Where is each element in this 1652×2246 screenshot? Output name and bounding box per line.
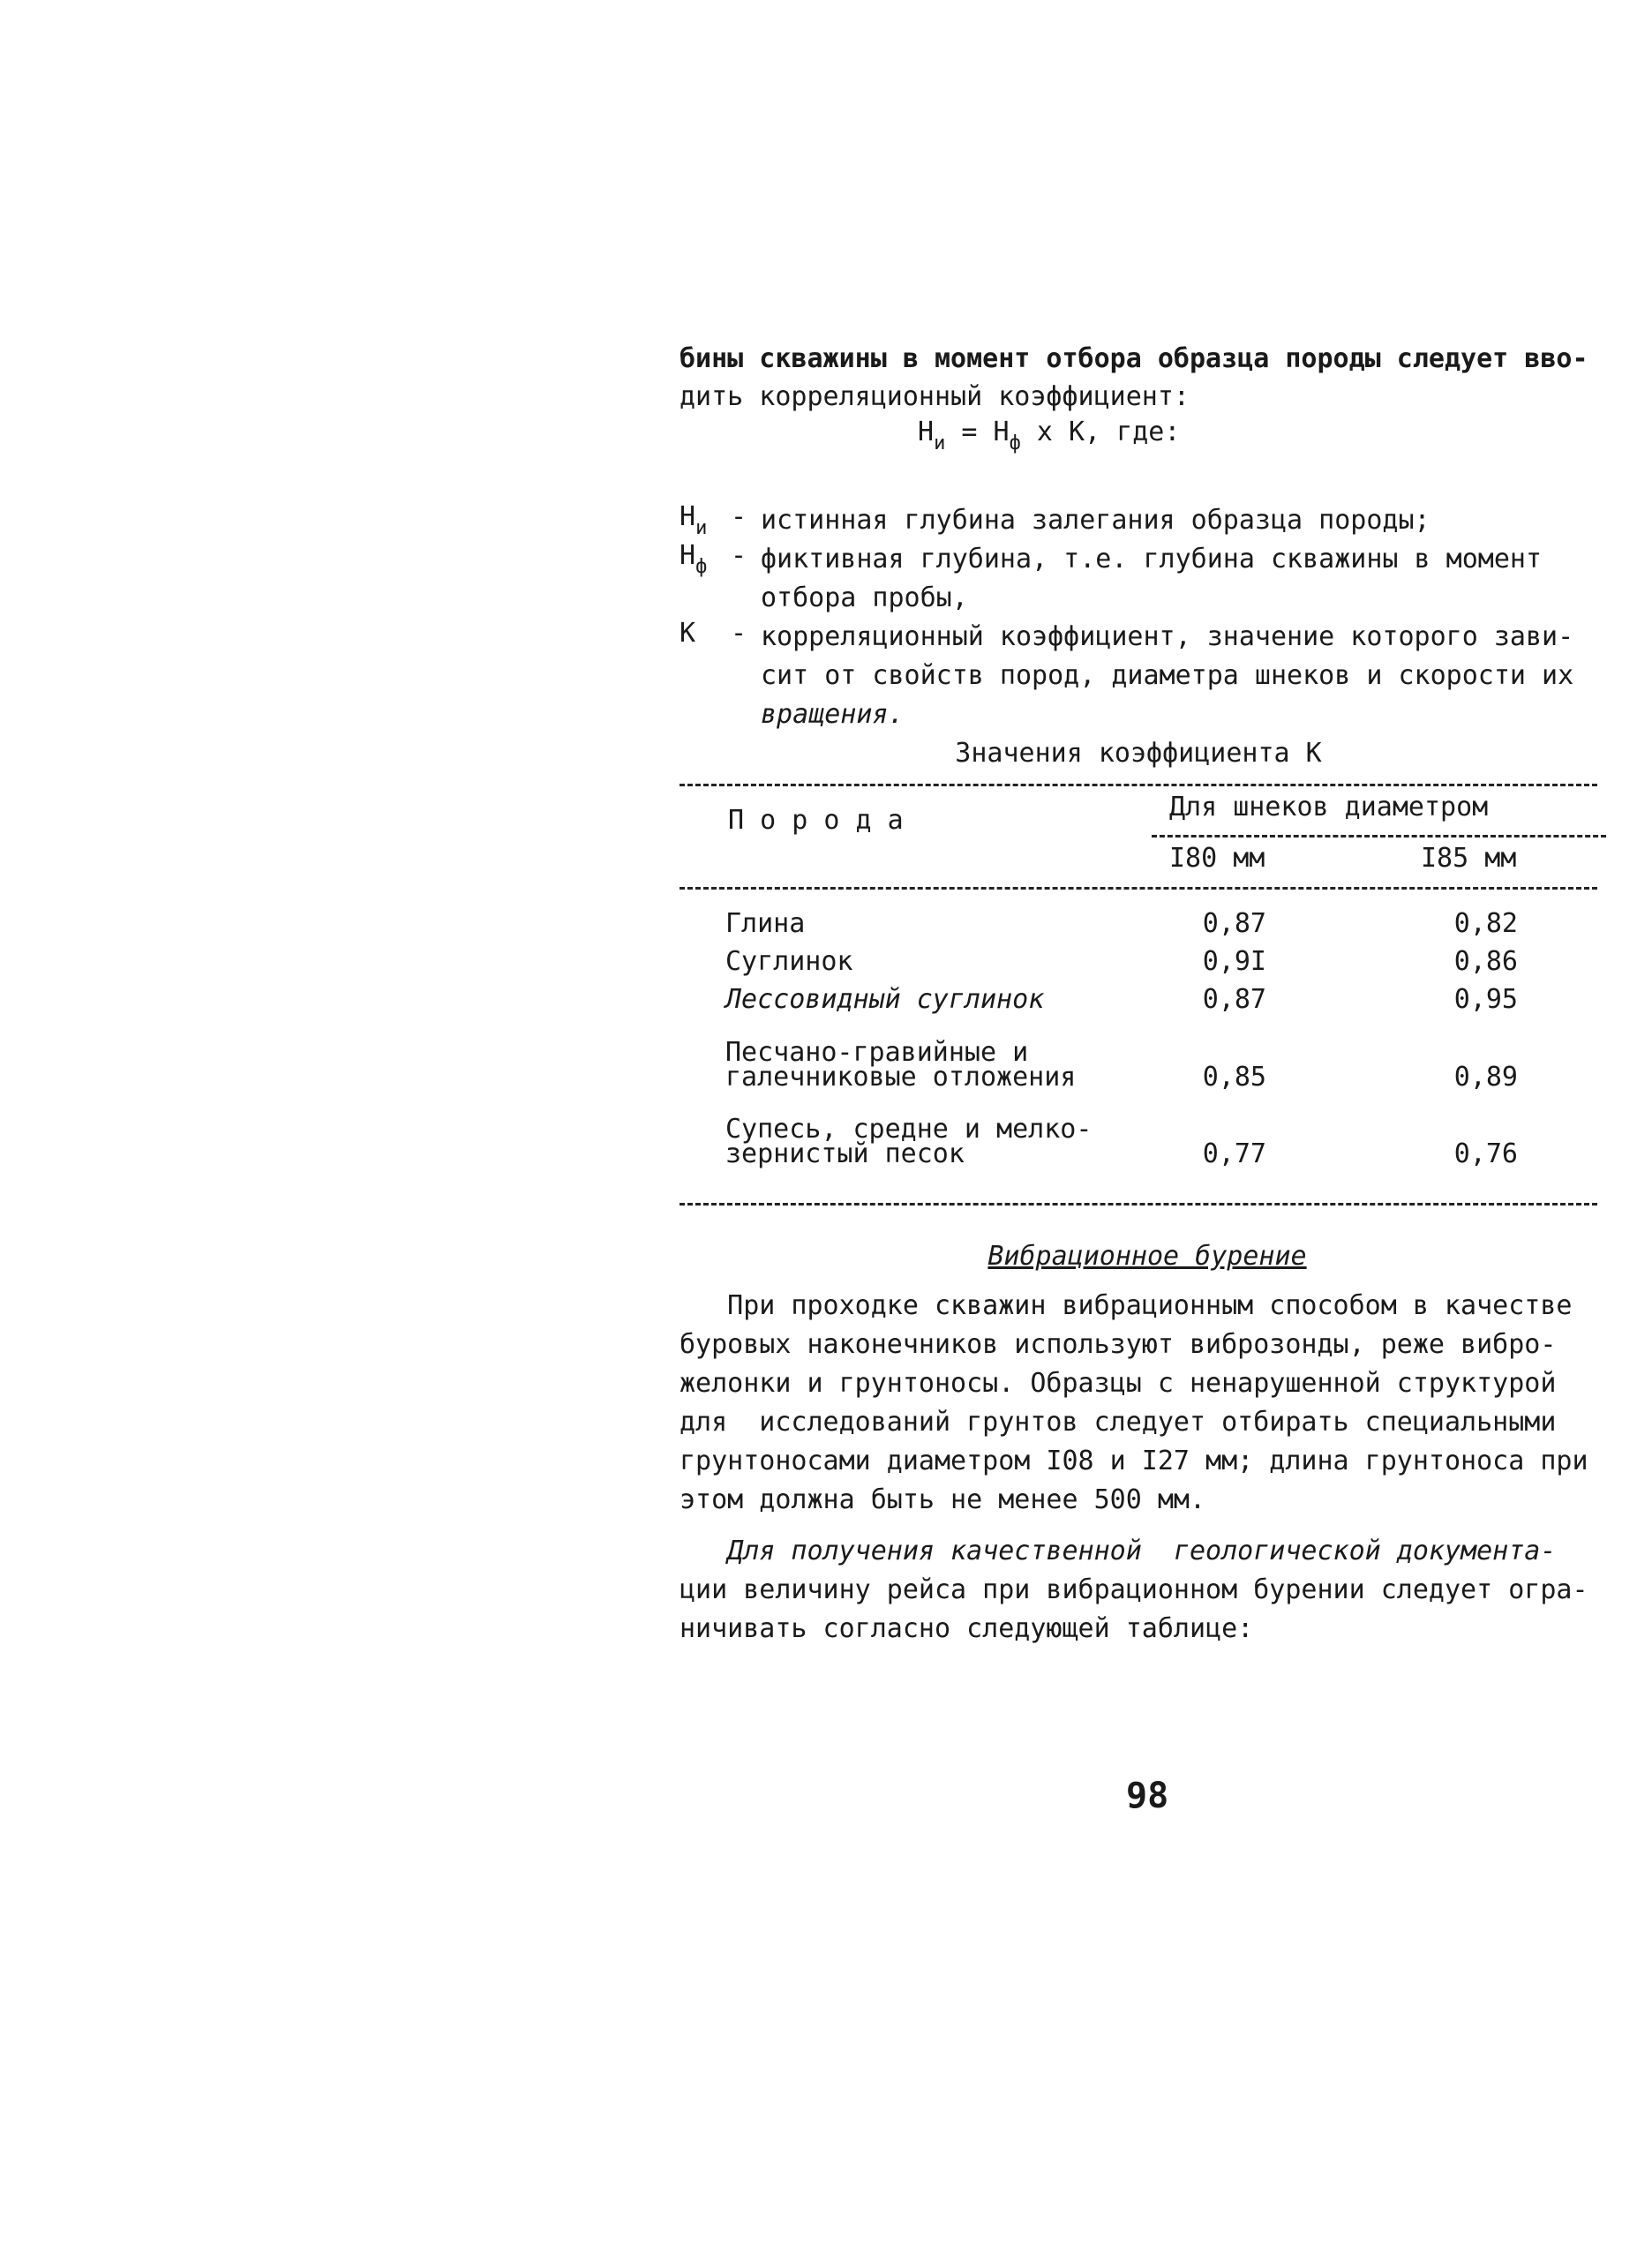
formula-sub-true: и bbox=[934, 432, 946, 454]
row-v185: 0,76 bbox=[1453, 1138, 1518, 1169]
table-rule-bottom bbox=[680, 1203, 1597, 1206]
table-rule-header bbox=[680, 887, 1597, 890]
intro-line-1: бины скважины в момент отбора образца породы следует вво- bbox=[680, 343, 1588, 374]
header-rock: П о р о д а bbox=[728, 805, 904, 836]
para1-line: желонки и грунтоносы. Образцы с ненарушенной структурой bbox=[680, 1368, 1557, 1399]
row-name-cont: галечниковые отложения bbox=[725, 1062, 1077, 1093]
para1-line: При проходке скважин вибрационным способом в качестве bbox=[680, 1290, 1573, 1321]
table-rule-top bbox=[680, 784, 1597, 786]
def-dash: - bbox=[731, 540, 747, 571]
header-col-185: I85 мм bbox=[1421, 843, 1517, 874]
row-v180: 0,87 bbox=[1202, 984, 1266, 1015]
para1-line: буровых наконечников используют виброзонды, реже вибро- bbox=[680, 1329, 1557, 1360]
page-number: 98 bbox=[1126, 1776, 1169, 1816]
para2-line: Для получения качественной геологической документа- bbox=[680, 1536, 1557, 1566]
row-name: Глина bbox=[725, 908, 806, 939]
row-v180: 0,87 bbox=[1202, 908, 1266, 939]
row-name: Супесь, средне и мелко- bbox=[725, 1114, 1093, 1145]
row-v180: 0,77 bbox=[1202, 1138, 1266, 1169]
header-col-180: I80 мм bbox=[1169, 843, 1265, 874]
formula-h-true: Н bbox=[918, 417, 935, 447]
row-name: Суглинок bbox=[725, 946, 853, 977]
formula-sub-fict: ф bbox=[1009, 432, 1021, 454]
def-term-fict-depth: $Н_ф$ bbox=[680, 540, 708, 578]
formula-equals: = bbox=[945, 417, 994, 447]
row-v185: 0,86 bbox=[1453, 946, 1518, 977]
table-caption: Значения коэффициента К bbox=[955, 738, 1322, 769]
row-name: Лессовидный суглинок bbox=[725, 984, 1045, 1015]
row-v185: 0,82 bbox=[1453, 908, 1518, 939]
para1-line: грунтоносами диаметром I08 и I27 мм; длина грунтоноса при bbox=[680, 1446, 1588, 1476]
formula bbox=[918, 417, 1180, 454]
formula-rest: х К, где: bbox=[1020, 417, 1181, 447]
section-heading: Вибрационное бурение bbox=[987, 1241, 1307, 1272]
para1-line: этом должна быть не менее 500 мм. bbox=[680, 1484, 1206, 1515]
def-dash: - bbox=[731, 618, 747, 649]
def-text-coef-2: сит от свойств пород, диаметра шнеков и скорости их bbox=[761, 660, 1574, 691]
def-term-true-depth: $Н_и$ bbox=[680, 501, 708, 539]
def-text-coef-3: вращения. bbox=[761, 699, 905, 730]
row-v180: 0,85 bbox=[1202, 1062, 1266, 1093]
def-text-true-depth: истинная глубина залегания образца породы; bbox=[761, 505, 1430, 536]
def-text-fict-depth-2: отбора пробы, bbox=[761, 582, 968, 613]
def-dash: - bbox=[731, 501, 747, 532]
formula-h-fict: Н bbox=[993, 417, 1010, 447]
para2-line: ничивать согласно следующей таблице: bbox=[680, 1613, 1254, 1644]
header-diameter-group: Для шнеков диаметром bbox=[1169, 792, 1489, 823]
table-rule-subheader bbox=[1152, 835, 1606, 838]
row-v185: 0,89 bbox=[1453, 1062, 1518, 1093]
row-v180: 0,9I bbox=[1202, 946, 1266, 977]
def-text-fict-depth-1: фиктивная глубина, т.е. глубина скважины в момент bbox=[761, 544, 1543, 575]
para2-line: ции величину рейса при вибрационном бурении следует огра- bbox=[680, 1574, 1588, 1605]
def-text-coef-1: корреляционный коэффициент, значение которого зави- bbox=[761, 621, 1574, 652]
def-term-coef: К bbox=[680, 618, 696, 649]
row-name-cont: зернистый песок bbox=[725, 1138, 965, 1169]
para1-line: для исследований грунтов следует отбирать специальными bbox=[680, 1407, 1557, 1438]
intro-line-2: дить корреляционный коэффициент: bbox=[680, 381, 1190, 412]
row-v185: 0,95 bbox=[1453, 984, 1518, 1015]
row-name: Песчано-гравийные и bbox=[725, 1037, 1029, 1068]
